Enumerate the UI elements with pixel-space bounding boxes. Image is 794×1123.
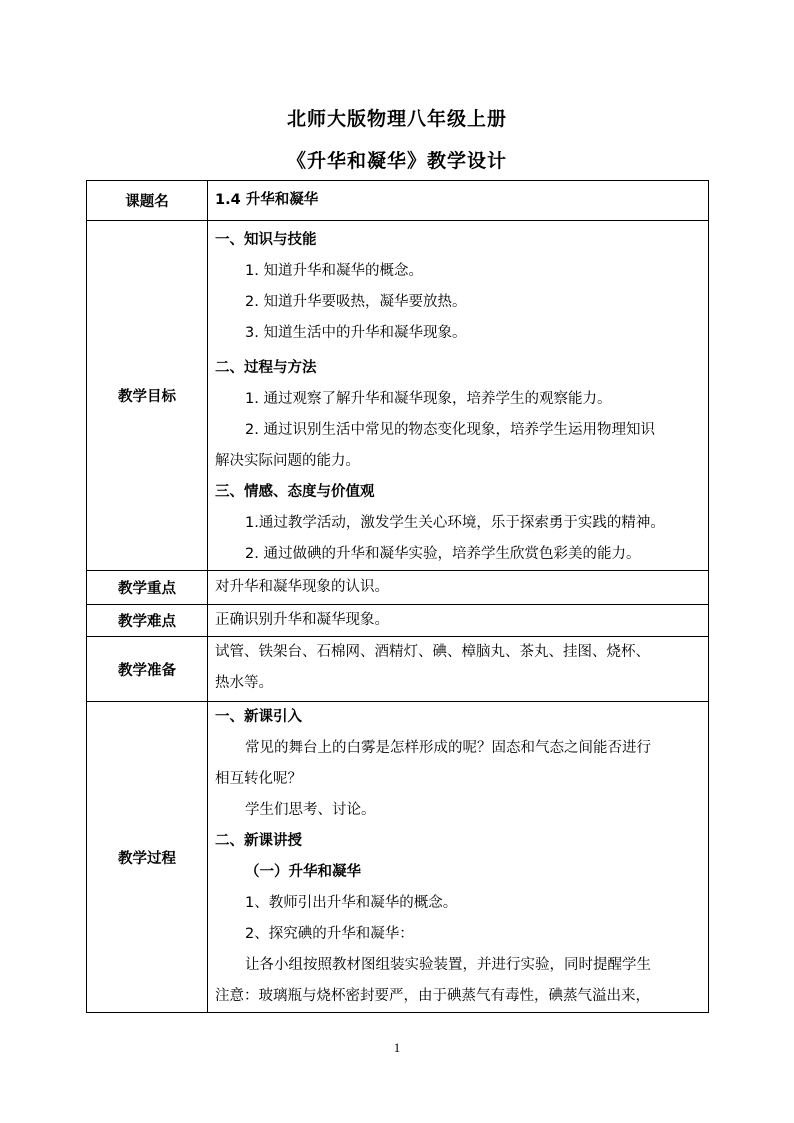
paragraph-line: 学生们思考、讨论。 — [245, 802, 376, 818]
prep-line: 热水等。 — [215, 675, 273, 691]
table-row — [87, 605, 709, 637]
paragraph-line: 2、探究碘的升华和凝华： — [245, 926, 414, 942]
paragraph-line: 常见的舞台上的白雾是怎样形成的呢？固态和气态之间能否进行 — [245, 740, 651, 756]
list-item: 3. 知道生活中的升华和凝华现象。 — [245, 325, 467, 341]
objectives-label: 教学目标 — [87, 221, 208, 571]
subsection-heading: （一）升华和凝华 — [245, 864, 361, 880]
lesson-plan-table — [86, 180, 709, 1013]
list-item: 1. 知道升华和凝华的概念。 — [245, 263, 423, 279]
process-cell — [208, 702, 709, 1013]
section-heading: 三、情感、态度与价值观 — [215, 484, 375, 500]
list-item: 2. 通过识别生活中常见的物态变化现象，培养学生运用物理知识 — [245, 422, 655, 438]
document-subtitle: 《升华和凝华》教学设计 — [286, 150, 507, 172]
page-number: 1 — [393, 1040, 401, 1055]
table-row — [87, 637, 709, 702]
list-item: 2. 通过做碘的升华和凝华实验，培养学生欣赏色彩美的能力。 — [245, 546, 641, 562]
preparation-value — [208, 637, 709, 702]
topic-label: 课题名 — [87, 181, 208, 221]
list-item: 2. 知道升华要吸热，凝华要放热。 — [245, 294, 467, 310]
table-row — [87, 181, 709, 221]
paragraph-line: 相互转化呢？ — [215, 771, 302, 787]
paragraph-line: 让各小组按照教材图组装实验装置，并进行实验，同时提醒学生 — [245, 957, 651, 973]
topic-value: 1.4 升华和凝华 — [208, 181, 709, 221]
preparation-label: 教学准备 — [87, 637, 208, 702]
process-label: 教学过程 — [87, 702, 208, 1013]
section-heading: 一、新课引入 — [215, 709, 302, 725]
section-heading: 二、新课讲授 — [215, 833, 302, 849]
key-points-label: 教学重点 — [87, 571, 208, 605]
prep-line: 试管、铁架台、石棉网、酒精灯、碘、樟脑丸、茶丸、挂图、烧杯、 — [215, 644, 650, 660]
table-row — [87, 702, 709, 1013]
paragraph-line: 1、教师引出升华和凝华的概念。 — [245, 895, 458, 911]
list-item-continuation: 解决实际问题的能力。 — [215, 453, 360, 469]
difficulty-label: 教学难点 — [87, 605, 208, 637]
difficulty-value: 正确识别升华和凝华现象。 — [208, 605, 709, 637]
section-heading: 一、知识与技能 — [215, 232, 317, 248]
paragraph-line: 注意：玻璃瓶与烧杯密封要严，由于碘蒸气有毒性，碘蒸气溢出来， — [215, 988, 650, 1004]
document-title: 北师大版物理八年级上册 — [286, 108, 507, 130]
list-item: 1. 通过观察了解升华和凝华现象，培养学生的观察能力。 — [245, 391, 612, 407]
list-item: 1.通过教学活动，激发学生关心环境，乐于探索勇于实践的精神。 — [245, 515, 665, 531]
table-row — [87, 571, 709, 605]
table-row — [87, 221, 709, 571]
key-points-value: 对升华和凝华现象的认识。 — [208, 571, 709, 605]
section-heading: 二、过程与方法 — [215, 360, 317, 376]
objectives-cell — [208, 221, 709, 571]
